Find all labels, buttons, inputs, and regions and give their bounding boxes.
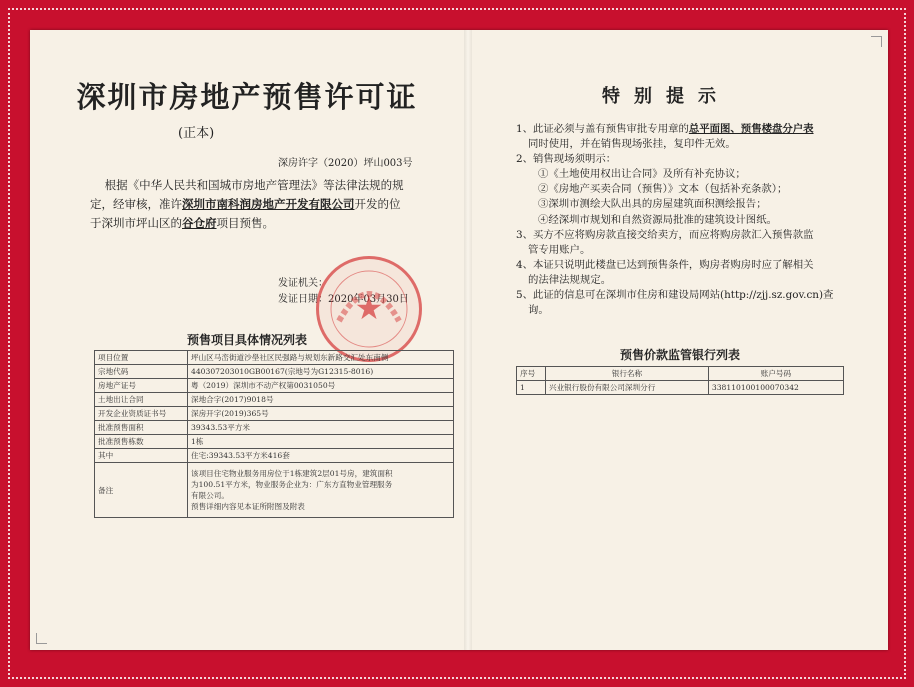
table-row xyxy=(95,449,454,463)
bank-cell: 1 xyxy=(517,381,546,395)
project-table-title: 预售项目具体情况列表 xyxy=(186,333,307,347)
row-value: 坪山区马峦街道沙壆社区民强路与规划东新路交汇处东南侧 xyxy=(188,351,454,365)
remark-line: 预售详细内容见本证所附图及附表 xyxy=(191,502,305,511)
table-row xyxy=(95,393,454,407)
table-row-remark xyxy=(95,463,454,518)
notice-line: ④经深圳市规划和自然资源局批准的建筑设计图纸。 xyxy=(538,213,777,226)
row-value: 深房开字(2019)365号 xyxy=(188,407,454,421)
project-details-table xyxy=(94,350,454,518)
developer-name: 深圳市南科润房地产开发有限公司 xyxy=(182,197,355,211)
issue-date: 发证日期：2020年03月30日 xyxy=(278,294,409,305)
crop-mark xyxy=(36,633,47,644)
table-row xyxy=(95,421,454,435)
permit-body xyxy=(90,176,458,233)
row-key: 土地出让合同 xyxy=(95,393,188,407)
row-value: 深地合字(2017)9018号 xyxy=(188,393,454,407)
row-value: 粤（2019）深圳市不动产权第0031050号 xyxy=(188,379,454,393)
row-value: 440307203010GB00167(宗地号为G12315-8016) xyxy=(188,365,454,379)
table-row xyxy=(95,365,454,379)
original-copy-label: (正本) xyxy=(178,126,215,141)
remark-line: 为100.51平方米，物业服务企业为：广东方直物业管理服务 xyxy=(191,480,393,489)
notice-line: ②《房地产买卖合同（预售）》文本（包括补充条款）； xyxy=(538,183,788,196)
notice-line: 询。 xyxy=(528,304,549,317)
seal-star-icon: ★ xyxy=(354,289,384,327)
row-key: 批准预售面积 xyxy=(95,421,188,435)
row-key: 批准预售栋数 xyxy=(95,435,188,449)
bank-column-header: 账户号码 xyxy=(708,367,843,381)
notice-highlight: 总平面图、预售楼盘分户表 xyxy=(688,123,814,135)
permit-number: 深房许字（2020）坪山003号 xyxy=(278,158,413,169)
row-key: 开发企业资质证书号 xyxy=(95,407,188,421)
row-value: 1栋 xyxy=(188,435,454,449)
remark-line: 有限公司。 xyxy=(191,491,229,500)
remark-line: 该项目住宅物业服务用房位于1栋建筑2层01号房，建筑面积 xyxy=(191,469,393,478)
special-notice-list xyxy=(516,122,846,318)
document-title: 深圳市房地产预售许可证 xyxy=(76,80,418,114)
notice-line: 4、本证只说明此楼盘已达到预售条件，购房者购房时应了解相关 xyxy=(516,258,814,271)
issuer-label: 发证机关： xyxy=(278,278,328,289)
bank-column-header: 序号 xyxy=(517,367,546,381)
notice-line: ③深圳市测绘大队出具的房屋建筑面积测绘报告； xyxy=(538,198,767,211)
bank-column-header: 银行名称 xyxy=(546,367,709,381)
table-row xyxy=(95,379,454,393)
notice-line: 3、买方不应将购房款直接交给卖方，而应将购房款汇入预售款监 xyxy=(516,228,814,241)
notice-line: 管专用账户。 xyxy=(528,243,591,256)
bank-cell: 兴业银行股份有限公司深圳分行 xyxy=(546,381,709,395)
row-key: 宗地代码 xyxy=(95,365,188,379)
notice-line: 5、此证的信息可在深圳市住房和建设局网站(http://zjj.sz.gov.cn)查 xyxy=(516,289,834,302)
notice-line: 同时使用，并在销售现场张挂，复印件无效。 xyxy=(528,138,736,151)
table-row xyxy=(95,351,454,365)
notice-line: 2、销售现场须明示： xyxy=(516,153,617,166)
body-line-1: 根据《中华人民共和国城市房地产管理法》等法律法规的规 xyxy=(104,178,404,192)
table-row xyxy=(517,381,844,395)
row-key: 备注 xyxy=(95,463,188,518)
notice-line: 的法律法规规定。 xyxy=(528,273,612,286)
remark-value xyxy=(188,463,454,518)
body-line-2: 定，经审核，准许深圳市南科润房地产开发有限公司开发的位 xyxy=(90,197,401,211)
row-value: 住宅:39343.53平方米416套 xyxy=(188,449,454,463)
special-notice-title: 特别提示 xyxy=(602,86,730,107)
row-value: 39343.53平方米 xyxy=(188,421,454,435)
supervision-bank-table xyxy=(516,366,844,395)
project-name: 谷仓府 xyxy=(182,216,217,230)
row-key: 其中 xyxy=(95,449,188,463)
table-row xyxy=(95,407,454,421)
notice-line: ①《土地使用权出让合同》及所有补充协议； xyxy=(538,168,746,181)
page-fold xyxy=(464,30,472,650)
notice-line: 1、此证必须与盖有预售审批专用章的总平面图、预售楼盘分户表 xyxy=(516,123,814,135)
row-key: 项目位置 xyxy=(95,351,188,365)
table-row xyxy=(95,435,454,449)
row-key: 房地产证号 xyxy=(95,379,188,393)
body-line-3: 于深圳市坪山区的谷仓府项目预售。 xyxy=(90,216,274,230)
crop-mark xyxy=(871,36,882,47)
bank-table-title: 预售价款监管银行列表 xyxy=(619,348,740,362)
bank-cell: 338110100100070342 xyxy=(708,381,843,395)
presale-permit-document xyxy=(30,30,888,650)
